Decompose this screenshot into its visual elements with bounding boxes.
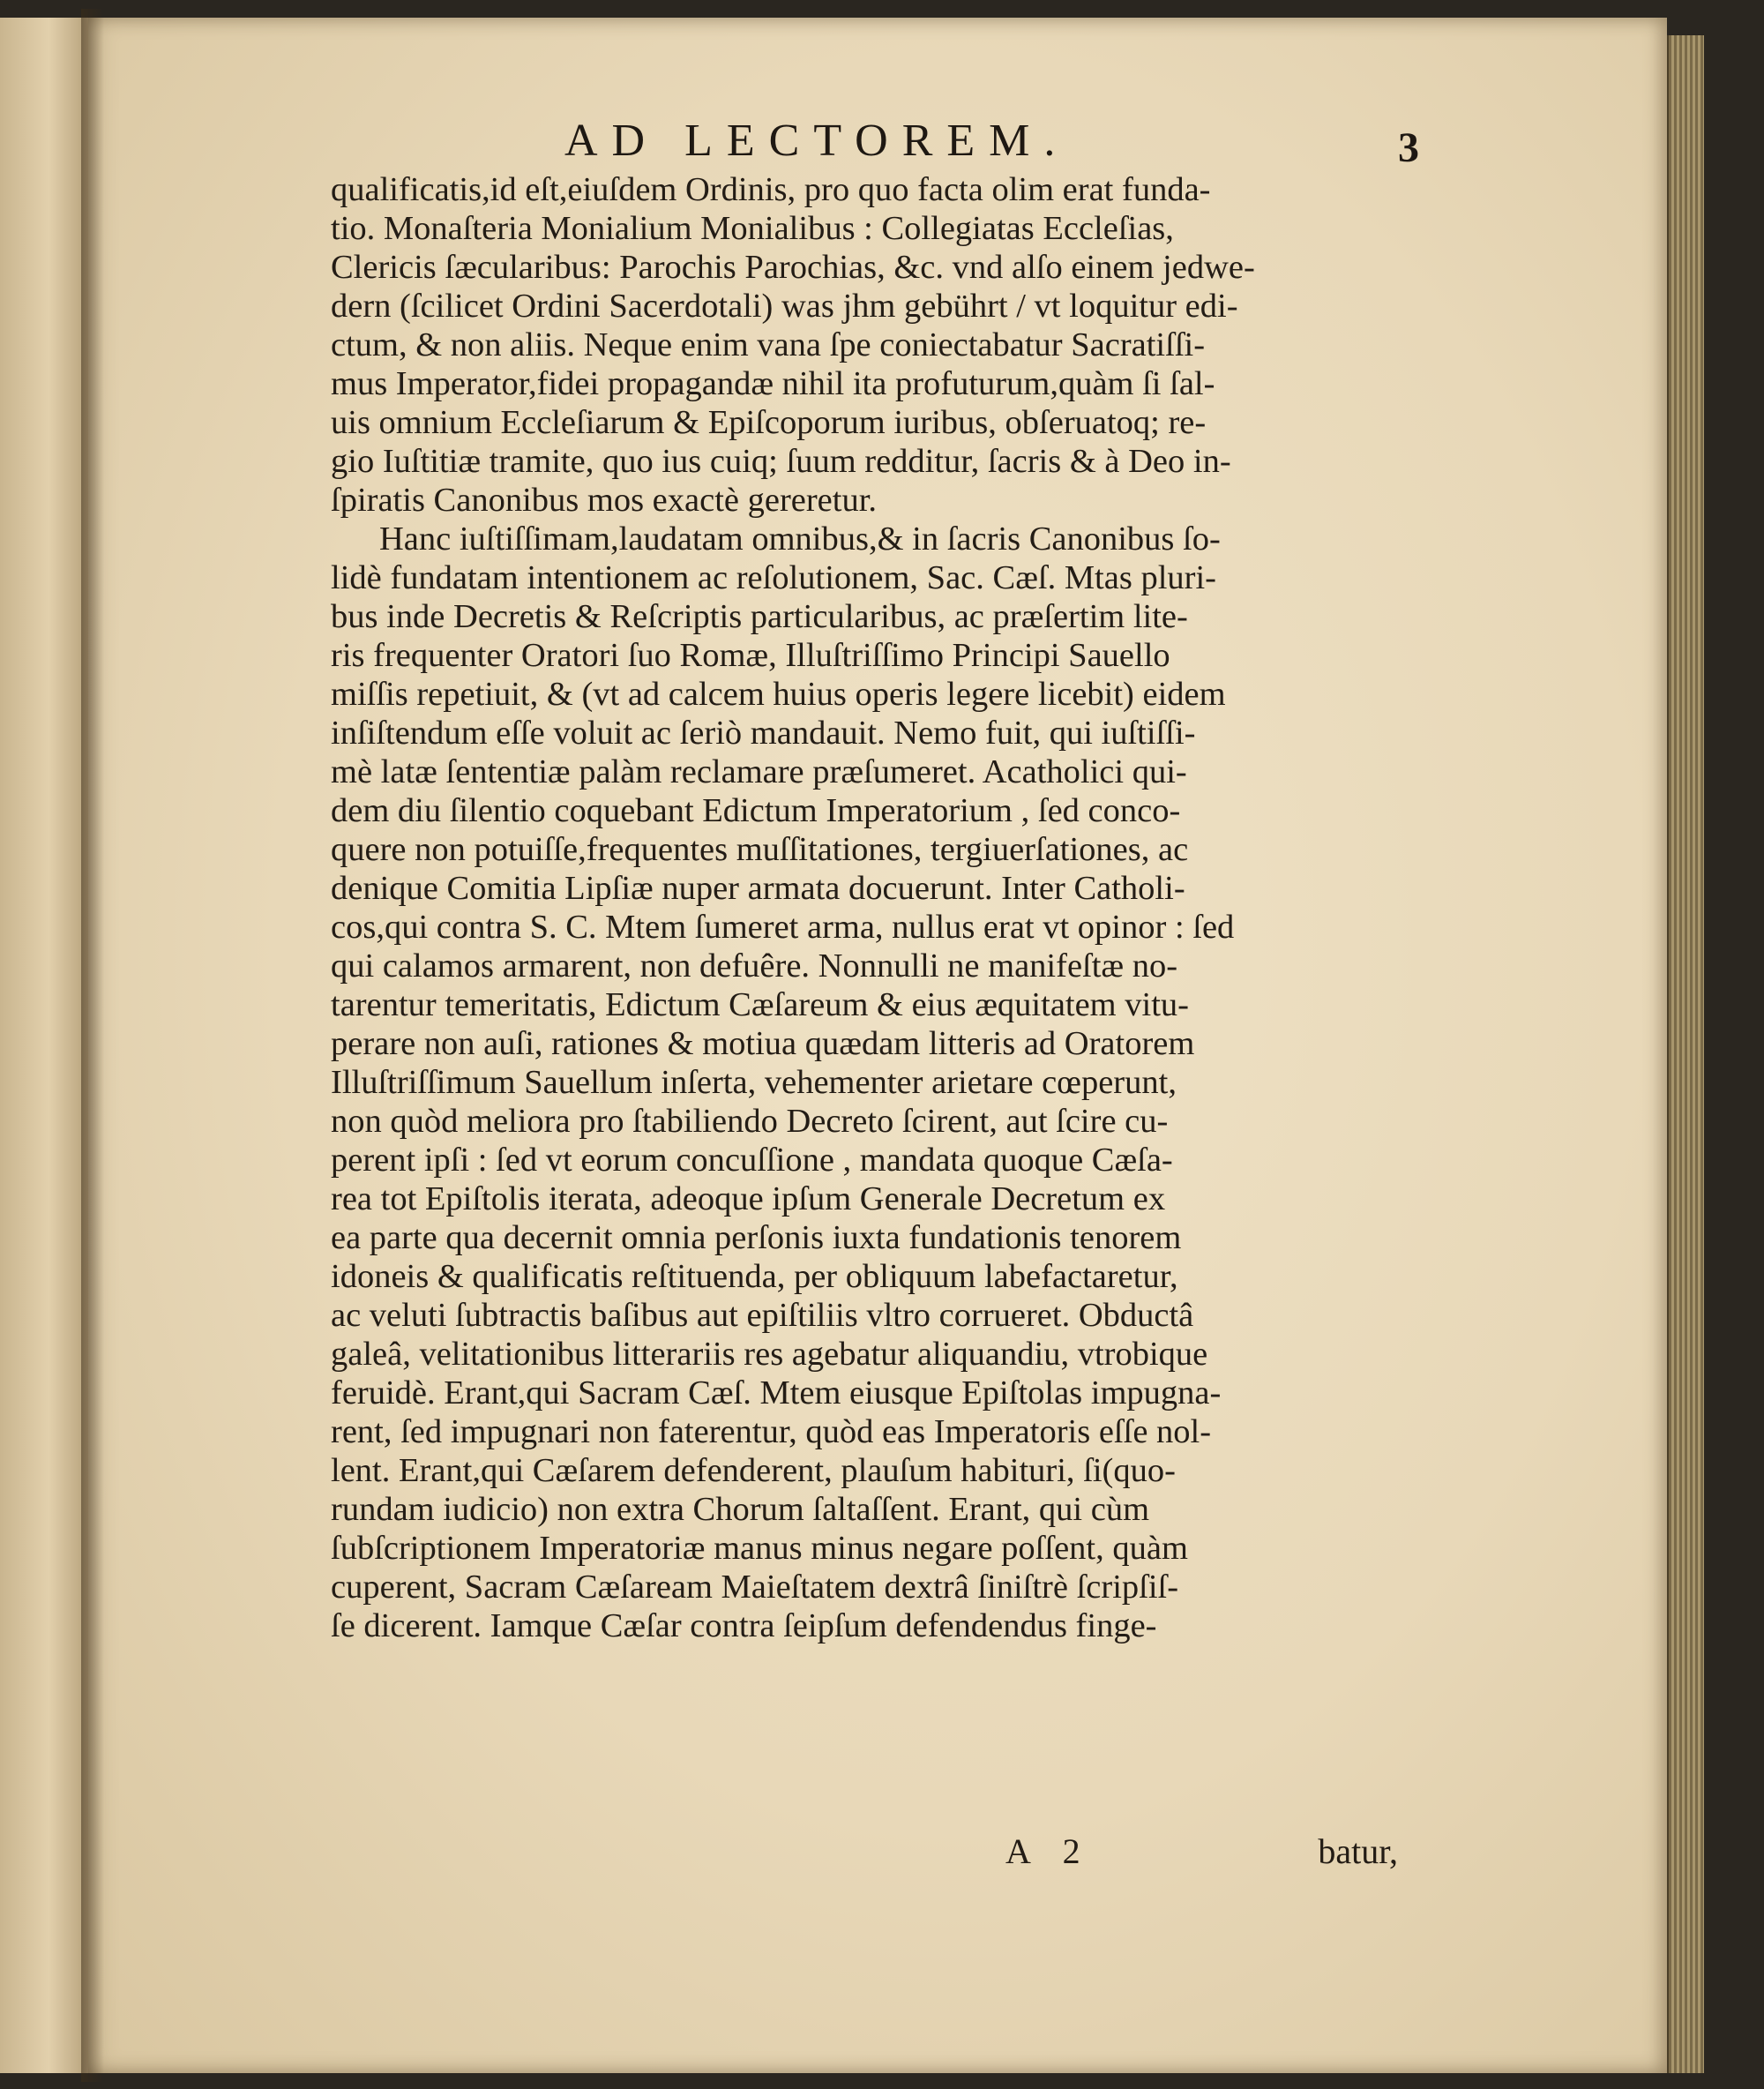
text-line: ea parte qua decernit omnia perſonis iuxta fundationis tenorem bbox=[331, 1219, 1182, 1256]
text-line: tio. Monaſteria Monialium Monialibus : Collegiatas Eccleſias, bbox=[331, 210, 1174, 247]
catchword: batur, bbox=[1318, 1831, 1398, 1871]
text-line: cuperent, Sacram Cæſaream Maieſtatem dextrâ ſiniſtrè ſcripſiſ- bbox=[331, 1569, 1179, 1606]
running-header: AD LECTOREM. bbox=[564, 116, 1070, 166]
text-line: quere non potuiſſe,frequentes muſſitationes, tergiuerſationes, ac bbox=[331, 831, 1189, 868]
text-line: idoneis & qualificatis reſtituenda, per obliquum labefactaretur, bbox=[331, 1258, 1178, 1295]
text-line: Clericis ſæcularibus: Parochis Parochias, &c. vnd alſo einem jedwe- bbox=[331, 249, 1255, 286]
text-line: dern (ſcilicet Ordini Sacerdotali) was jhm gebührt / vt loquitur edi- bbox=[331, 288, 1238, 325]
folio-number: 3 bbox=[1398, 124, 1419, 171]
text-line: rea tot Epiſtolis iterata, adeoque ipſum Generale Decretum ex bbox=[331, 1180, 1166, 1217]
text-line: ris frequenter Oratori ſuo Romæ, Illuſtriſſimo Principi Sauello bbox=[331, 637, 1170, 674]
text-line: lent. Erant,qui Cæſarem defenderent, plauſum habituri, ſi(quo- bbox=[331, 1452, 1176, 1489]
text-line: perare non auſi, rationes & motiua quædam litteris ad Oratorem bbox=[331, 1025, 1195, 1062]
text-line: ac veluti ſubtractis baſibus aut epiſtiliis vltro corrueret. Obductâ bbox=[331, 1297, 1194, 1334]
text-line: dem diu ſilentio coquebant Edictum Imperatorium , ſed conco- bbox=[331, 792, 1181, 829]
text-line: ſe dicerent. Iamque Cæſar contra ſeipſum defendendus finge- bbox=[331, 1607, 1157, 1644]
text-line: Illuſtriſſimum Sauellum inſerta, vehementer arietare cœperunt, bbox=[331, 1064, 1177, 1101]
text-line: qualificatis,id eſt,eiuſdem Ordinis, pro quo facta olim erat funda- bbox=[331, 171, 1211, 208]
text-line: inſiſtendum eſſe voluit ac ſeriò mandauit. Nemo fuit, qui iuſtiſſi- bbox=[331, 715, 1196, 752]
body-text bbox=[331, 170, 1398, 1645]
text-line: perent ipſi : ſed vt eorum concuſſione , mandata quoque Cæſa- bbox=[331, 1142, 1173, 1179]
text-line: qui calamos armarent, non defuêre. Nonnulli ne manifeſtæ no- bbox=[331, 947, 1178, 985]
text-line: miſſis repetiuit, & (vt ad calcem huius operis legere licebit) eidem bbox=[331, 676, 1226, 713]
text-line: mus Imperator,fidei propagandæ nihil ita profuturum,quàm ſi ſal- bbox=[331, 365, 1215, 402]
text-line: rundam iudicio) non extra Chorum ſaltaſſent. Erant, qui cùm bbox=[331, 1491, 1150, 1528]
text-line: ctum, & non aliis. Neque enim vana ſpe coniectabatur Sacratiſſi- bbox=[331, 326, 1206, 363]
gutter-shadow bbox=[81, 9, 104, 2082]
text-line: galeâ, velitationibus litterariis res agebatur aliquandiu, vtrobique bbox=[331, 1336, 1208, 1373]
signature-mark: A 2 bbox=[1005, 1831, 1093, 1871]
left-page-edge bbox=[0, 18, 90, 2073]
text-line: cos,qui contra S. C. Mtem ſumeret arma, nullus erat vt opinor : ſed bbox=[331, 909, 1235, 946]
text-line: ſpiratis Canonibus mos exactè gereretur. bbox=[331, 482, 878, 519]
page-footer bbox=[331, 1831, 1398, 1875]
text-line: uis omnium Eccleſiarum & Epiſcoporum iuribus, obſeruatoq; re- bbox=[331, 404, 1207, 441]
text-line: gio Iuſtitiæ tramite, quo ius cuiq; ſuum redditur, ſacris & à Deo in- bbox=[331, 443, 1231, 480]
text-line: bus inde Decretis & Reſcriptis particularibus, ac præſertim lite- bbox=[331, 598, 1188, 635]
text-line: Hanc iuſtiſſimam,laudatam omnibus,& in ſacris Canonibus ſo- bbox=[379, 520, 1221, 558]
text-line: denique Comitia Lipſiæ nuper armata docuerunt. Inter Catholi- bbox=[331, 870, 1185, 907]
text-line: feruidè. Erant,qui Sacram Cæſ. Mtem eiusque Epiſtolas impugna- bbox=[331, 1374, 1222, 1411]
text-line: ſubſcriptionem Imperatoriæ manus minus negare poſſent, quàm bbox=[331, 1530, 1188, 1567]
text-line: lidè fundatam intentionem ac reſolutionem, Sac. Cæſ. Mtas pluri- bbox=[331, 559, 1216, 596]
text-line: tarentur temeritatis, Edictum Cæſareum & eius æquitatem vitu- bbox=[331, 986, 1189, 1023]
text-line: mè latæ ſententiæ palàm reclamare præſumeret. Acatholici qui- bbox=[331, 753, 1187, 790]
text-line: non quòd meliora pro ſtabiliendo Decreto ſcirent, aut ſcire cu- bbox=[331, 1103, 1169, 1140]
text-line: rent, ſed impugnari non faterentur, quòd eas Imperatoris eſſe nol- bbox=[331, 1413, 1212, 1450]
fore-edge-leaves bbox=[1667, 35, 1704, 2073]
